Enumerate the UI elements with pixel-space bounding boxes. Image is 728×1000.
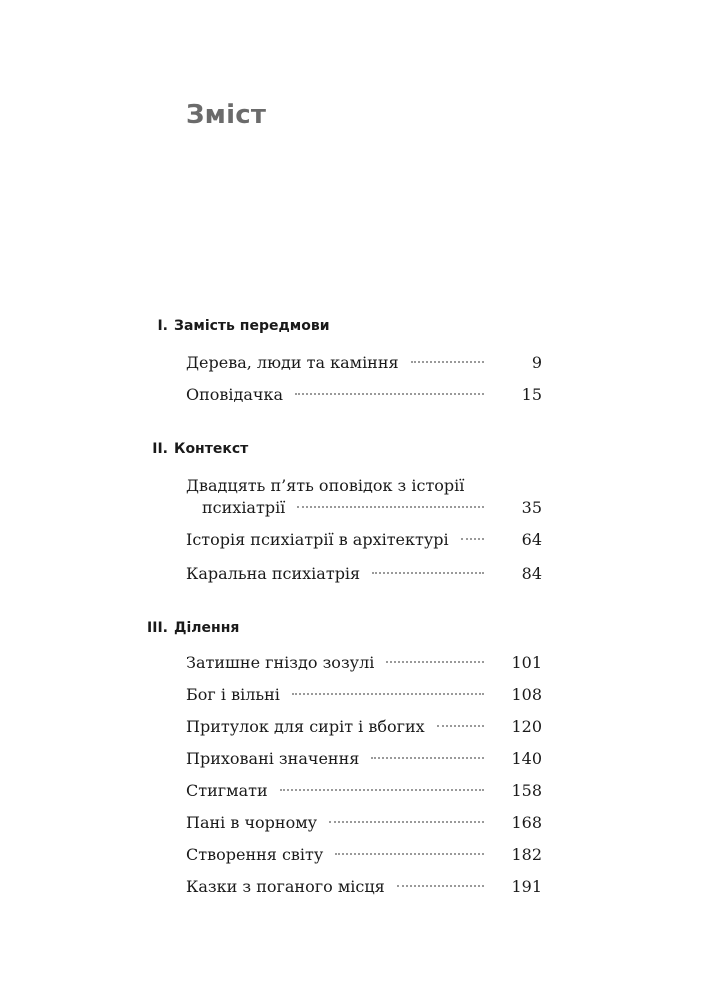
dot-leader — [335, 853, 484, 855]
section-title: Замість передмови — [174, 318, 330, 334]
page-number: 9 — [531, 353, 542, 372]
page-number: 108 — [511, 685, 542, 704]
entry-title: Оповідачка — [186, 385, 284, 404]
toc-entry[interactable] — [186, 384, 542, 406]
toc-entry[interactable] — [186, 876, 542, 898]
page-number: 101 — [511, 653, 542, 672]
entry-title: Історія психіатрії в архітектурі — [186, 530, 449, 549]
page-number: 191 — [511, 877, 542, 896]
entry-title: Каральна психіатрія — [186, 564, 361, 583]
page-number: 182 — [511, 845, 542, 864]
page-number: 64 — [521, 530, 542, 549]
dot-leader — [397, 885, 484, 887]
toc-entry[interactable] — [186, 812, 542, 834]
entry-title: Двадцять п’ять оповідок з історії — [186, 476, 465, 495]
dot-leader — [372, 572, 484, 574]
section-title: Контекст — [174, 441, 249, 457]
dot-leader — [386, 661, 484, 663]
entry-title: Пані в чорному — [186, 813, 318, 832]
toc-entry[interactable] — [186, 844, 542, 866]
page-number: 168 — [511, 813, 542, 832]
toc-entry[interactable] — [186, 563, 542, 585]
dot-leader — [461, 538, 484, 540]
page-number: 120 — [511, 717, 542, 736]
entry-title: Затишне гніздо зозулі — [186, 653, 375, 672]
entry-title: Казки з поганого місця — [186, 877, 385, 896]
page-number: 35 — [521, 498, 542, 517]
toc-entry[interactable] — [186, 652, 542, 674]
toc-entry[interactable] — [186, 716, 542, 738]
section-numeral: I. — [157, 318, 168, 334]
dot-leader — [371, 757, 484, 759]
entry-title: Приховані значення — [186, 749, 360, 768]
page-number: 84 — [521, 564, 542, 583]
toc-entry[interactable] — [186, 475, 542, 519]
toc-entry[interactable] — [186, 684, 542, 706]
dot-leader — [280, 789, 484, 791]
toc-entry[interactable] — [186, 780, 542, 802]
entry-title: Притулок для сиріт і вбогих — [186, 717, 425, 736]
toc-entry[interactable] — [186, 529, 542, 551]
dot-leader — [411, 361, 484, 363]
section-numeral: II. — [152, 441, 168, 457]
dot-leader — [297, 506, 484, 508]
dot-leader — [295, 393, 484, 395]
entry-title: Створення світу — [186, 845, 324, 864]
page-title: Зміст — [186, 100, 267, 130]
page-number: 140 — [511, 749, 542, 768]
dot-leader — [437, 725, 484, 727]
dot-leader — [329, 821, 484, 823]
page-number: 15 — [521, 385, 542, 404]
page-number: 158 — [511, 781, 542, 800]
section-numeral: III. — [147, 620, 168, 636]
toc-entry[interactable] — [186, 748, 542, 770]
entry-title-continued: психіатрії — [202, 498, 286, 517]
toc-entry[interactable] — [186, 352, 542, 374]
entry-title: Стигмати — [186, 781, 268, 800]
entry-title: Дерева, люди та каміння — [186, 353, 399, 372]
dot-leader — [292, 693, 484, 695]
entry-title: Бог і вільні — [186, 685, 280, 704]
section-title: Ділення — [174, 620, 240, 636]
